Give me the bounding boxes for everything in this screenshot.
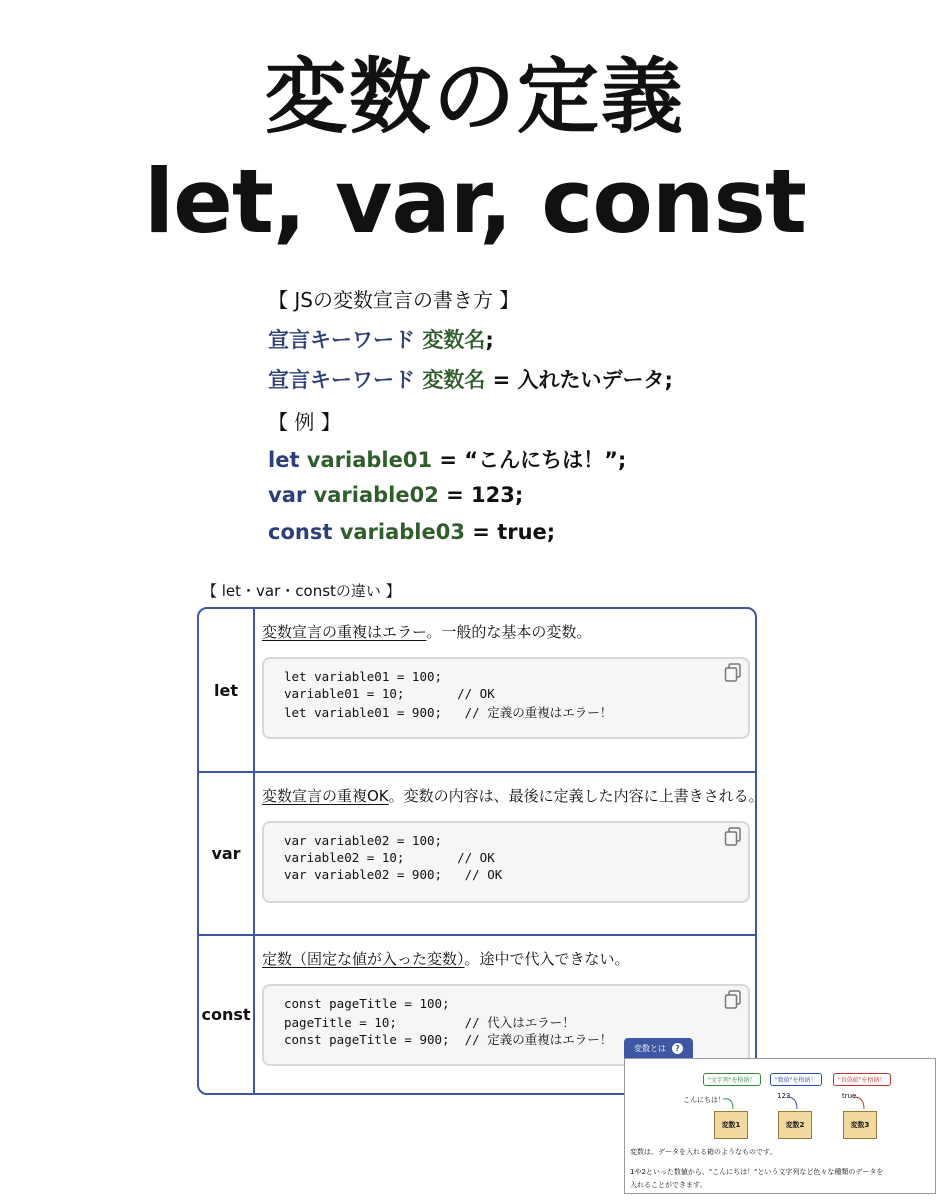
row-key: const — [199, 936, 255, 1093]
help-icon[interactable]: ? — [672, 1043, 683, 1054]
variable-box-3: 変数3 — [843, 1111, 877, 1139]
variable-illustration-thumbnail — [624, 1058, 936, 1194]
code-line: const pageTitle = 100; — [284, 996, 450, 1011]
row-description — [262, 621, 591, 642]
code-line: let variable01 = 100; — [284, 669, 443, 684]
syntax-header: 【 JSの変数宣言の書き方 】 — [268, 288, 520, 312]
example-rest: = “こんにちは！”; — [432, 448, 627, 472]
example-var-name: variable01 — [306, 448, 433, 472]
number-tag: "数値"を格納！ — [770, 1073, 822, 1086]
syntax-line-1 — [268, 324, 494, 354]
description-highlight: 定数（固定な値が入った変数） — [262, 950, 465, 968]
value-label: 123 — [777, 1092, 791, 1100]
row-description — [262, 785, 764, 806]
example-header: 【 例 】 — [268, 410, 341, 434]
code-line: var variable02 = 100; — [284, 833, 443, 848]
thumbnail-text: 変数は、データを入れる箱のようなものです。 — [630, 1148, 777, 1156]
description-text: 。一般的な基本の変数。 — [426, 623, 592, 641]
page-subtitle: let, var, const — [144, 150, 806, 253]
code-line: variable01 = 10; // OK — [284, 686, 495, 701]
variable-box-2: 変数2 — [778, 1111, 812, 1139]
code-line: variable02 = 10; // OK — [284, 850, 495, 865]
table-row-let — [199, 609, 755, 773]
comparison-caption: 【 let・var・constの違い 】 — [202, 582, 401, 600]
example-keyword: var — [268, 483, 307, 507]
row-key: var — [199, 773, 255, 934]
code-block — [262, 821, 750, 903]
code-line: pageTitle = 10; // 代入はエラー！ — [284, 1015, 575, 1030]
row-key: let — [199, 609, 255, 771]
syntax-rest: = 入れたいデータ; — [485, 368, 673, 392]
copy-icon[interactable] — [724, 663, 742, 683]
row-description — [262, 948, 630, 969]
string-tag: "文字列"を格納！ — [703, 1073, 761, 1086]
code-block — [262, 657, 750, 739]
description-highlight: 変数宣言の重複OK — [262, 787, 389, 805]
example-keyword: const — [268, 520, 333, 544]
code-line: const pageTitle = 900; // 定義の重複はエラー！ — [284, 1032, 613, 1047]
example-line — [268, 520, 555, 544]
example-line — [268, 444, 626, 474]
example-keyword: let — [268, 448, 300, 472]
example-var-name: variable02 — [313, 483, 439, 507]
syntax-line-2 — [268, 364, 673, 394]
value-label: true — [842, 1092, 857, 1100]
example-rest: = true; — [464, 520, 556, 544]
thumbnail-tab-label: 変数とは — [634, 1044, 666, 1053]
thumbnail-tab[interactable] — [624, 1038, 693, 1060]
thumbnail-text: 1や2といった数値から、"こんにちは！"という文字列など色々な種類のデータを — [630, 1168, 884, 1176]
description-highlight: 変数宣言の重複はエラー — [262, 623, 427, 641]
syntax-rest: ; — [485, 328, 494, 352]
example-var-name: variable03 — [339, 520, 465, 544]
syntax-var-name: 変数名 — [422, 328, 486, 352]
description-text: 。途中で代入できない。 — [464, 950, 630, 968]
thumbnail-text: 入れることができます。 — [630, 1181, 707, 1189]
syntax-keyword: 宣言キーワード — [268, 368, 415, 392]
page-title: 変数の定義 — [264, 50, 685, 145]
copy-icon[interactable] — [724, 827, 742, 847]
syntax-var-name: 変数名 — [422, 368, 486, 392]
value-label: こんにちは！ — [683, 1096, 725, 1104]
code-line: let variable01 = 900; // 定義の重複はエラー！ — [284, 705, 613, 720]
boolean-tag: "真偽値"を格納！ — [833, 1073, 891, 1086]
example-line — [268, 483, 523, 507]
comparison-table — [197, 607, 764, 1095]
copy-icon[interactable] — [724, 990, 742, 1010]
example-rest: = 123; — [438, 483, 524, 507]
syntax-keyword: 宣言キーワード — [268, 328, 415, 352]
table-row-var — [199, 773, 764, 936]
variable-box-1: 変数1 — [714, 1111, 748, 1139]
description-text: 。変数の内容は、最後に定義した内容に上書きされる。 — [388, 787, 764, 805]
code-line: var variable02 = 900; // OK — [284, 867, 503, 882]
